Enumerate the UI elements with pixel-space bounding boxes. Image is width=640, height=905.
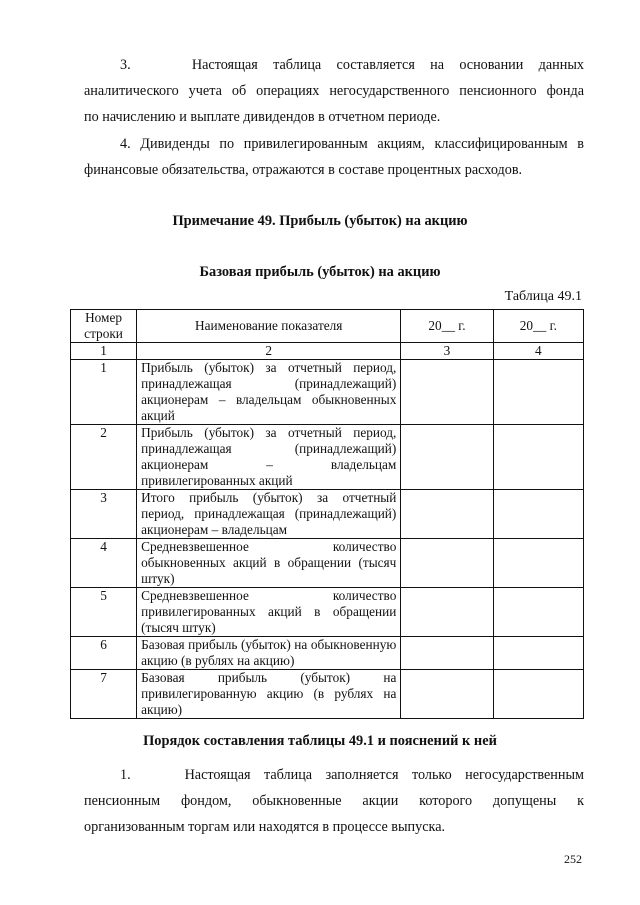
table-row (71, 539, 584, 588)
procedure-paragraph-1 (84, 762, 584, 840)
row-value-year-1 (401, 490, 493, 539)
table-row (71, 588, 584, 637)
row-name: Итого прибыль (убыток) за отчетный период, принадлежащая (принадлежащий) акционерам – владельцам (137, 490, 401, 539)
index-cell: 3 (401, 343, 493, 360)
row-number: 7 (71, 670, 137, 719)
paragraph-line: 1. Настоящая таблица заполняется только негосударственным (120, 767, 584, 783)
table-row (71, 360, 584, 425)
header-row-number: Номер строки (71, 310, 137, 343)
table-row (71, 637, 584, 670)
table-heading: Базовая прибыль (убыток) на акцию (199, 264, 441, 280)
paragraph-line: 3. Настоящая таблица составляется на основании данных (120, 57, 584, 73)
note-heading: Примечание 49. Прибыль (убыток) на акцию (172, 213, 468, 229)
row-number: 1 (71, 360, 137, 425)
row-name: Базовая прибыль (убыток) на обыкновенную акцию (в рублях на акцию) (137, 637, 401, 670)
paragraph-line: пенсионным фондом, обыкновенные акции которого допущены к (84, 793, 584, 809)
paragraph-line: организованным торгам или находятся в процессе выпуска. (84, 819, 446, 835)
row-name: Прибыль (убыток) за отчетный период, принадлежащая (принадлежащий) акционерам – владельцам обыкновенных акций (137, 360, 401, 425)
page-number: 252 (564, 852, 582, 866)
header-year-2: 20__ г. (493, 310, 583, 343)
row-name: Средневзвешенное количество привилегированных акций в обращении (тысяч штук) (137, 588, 401, 637)
row-value-year-2 (493, 670, 583, 719)
header-indicator-name: Наименование показателя (137, 310, 401, 343)
index-cell: 2 (137, 343, 401, 360)
row-number: 3 (71, 490, 137, 539)
row-value-year-2 (493, 539, 583, 588)
row-value-year-1 (401, 539, 493, 588)
paragraph-line: финансовые обязательства, отражаются в составе процентных расходов. (84, 162, 523, 178)
table-label: Таблица 49.1 (504, 289, 582, 304)
row-value-year-1 (401, 588, 493, 637)
paragraph-line: 4. Дивиденды по привилегированным акциям, классифицированным в (120, 136, 584, 152)
row-number: 6 (71, 637, 137, 670)
table-row (71, 490, 584, 539)
table-index-row (71, 343, 584, 360)
index-cell: 4 (493, 343, 583, 360)
row-number: 5 (71, 588, 137, 637)
table-header-row (71, 310, 584, 343)
row-number: 2 (71, 425, 137, 490)
paragraph-3 (84, 52, 584, 130)
row-value-year-2 (493, 360, 583, 425)
row-value-year-2 (493, 588, 583, 637)
row-value-year-2 (493, 425, 583, 490)
row-number: 4 (71, 539, 137, 588)
row-name: Базовая прибыль (убыток) на привилегированную акцию (в рублях на акцию) (137, 670, 401, 719)
procedure-heading: Порядок составления таблицы 49.1 и пояснений к ней (143, 733, 497, 749)
profit-per-share-table (70, 309, 584, 719)
row-name: Прибыль (убыток) за отчетный период, принадлежащая (принадлежащий) акционерам – владельцам привилегированных акций (137, 425, 401, 490)
row-value-year-2 (493, 637, 583, 670)
table-row (71, 670, 584, 719)
row-value-year-1 (401, 670, 493, 719)
row-value-year-1 (401, 637, 493, 670)
index-cell: 1 (71, 343, 137, 360)
row-value-year-2 (493, 490, 583, 539)
row-value-year-1 (401, 360, 493, 425)
row-value-year-1 (401, 425, 493, 490)
paragraph-line: аналитического учета об операциях негосударственного пенсионного фонда (84, 83, 584, 99)
header-year-1: 20__ г. (401, 310, 493, 343)
paragraph-4 (84, 131, 584, 183)
paragraph-line: по начислению и выплате дивидендов в отчетном периоде. (84, 109, 441, 125)
table-row (71, 425, 584, 490)
row-name: Средневзвешенное количество обыкновенных акций в обращении (тысяч штук) (137, 539, 401, 588)
